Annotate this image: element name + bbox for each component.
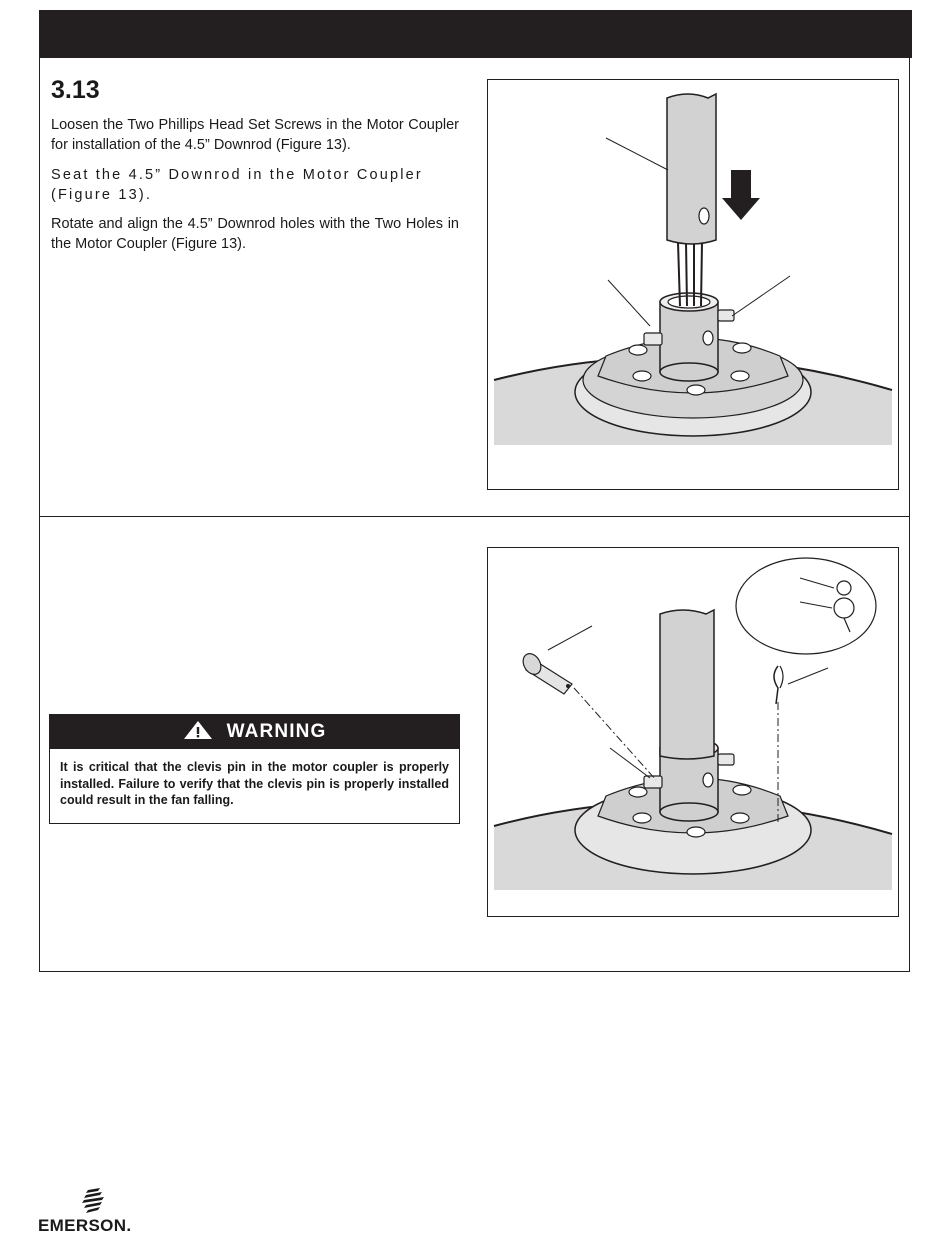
warning-header <box>50 715 459 749</box>
figure-13-illustration <box>487 79 899 490</box>
exclamation-triangle-icon <box>183 720 213 745</box>
step-paragraph-2: Seat the 4.5” Downrod in the Motor Coupler (Figure 13). <box>51 167 423 203</box>
step-paragraph-3: Rotate and align the 4.5” Downrod holes with the Two Holes in the Motor Coupler (Figure 13). <box>51 216 459 252</box>
clevis-pin-illustration <box>487 547 899 917</box>
step-number: 3.13 <box>51 76 100 104</box>
downrod-motor-coupler-drawing <box>488 80 898 489</box>
warning-text: It is critical that the clevis pin in the motor coupler is properly installed. Failure to verify that the clevis pin is properly installed could result in the fan falling. <box>60 760 449 807</box>
brand-name: EMERSON. <box>38 1216 132 1235</box>
emerson-logo <box>38 1188 150 1234</box>
warning-title: WARNING <box>226 721 327 742</box>
warning-box <box>49 714 460 824</box>
step-paragraph-1: Loosen the Two Phillips Head Set Screws in the Motor Coupler for installation of the 4.5” Downrod (Figure 13). <box>51 117 459 153</box>
header-bar <box>39 10 912 58</box>
clevis-pin-drawing <box>488 548 898 916</box>
